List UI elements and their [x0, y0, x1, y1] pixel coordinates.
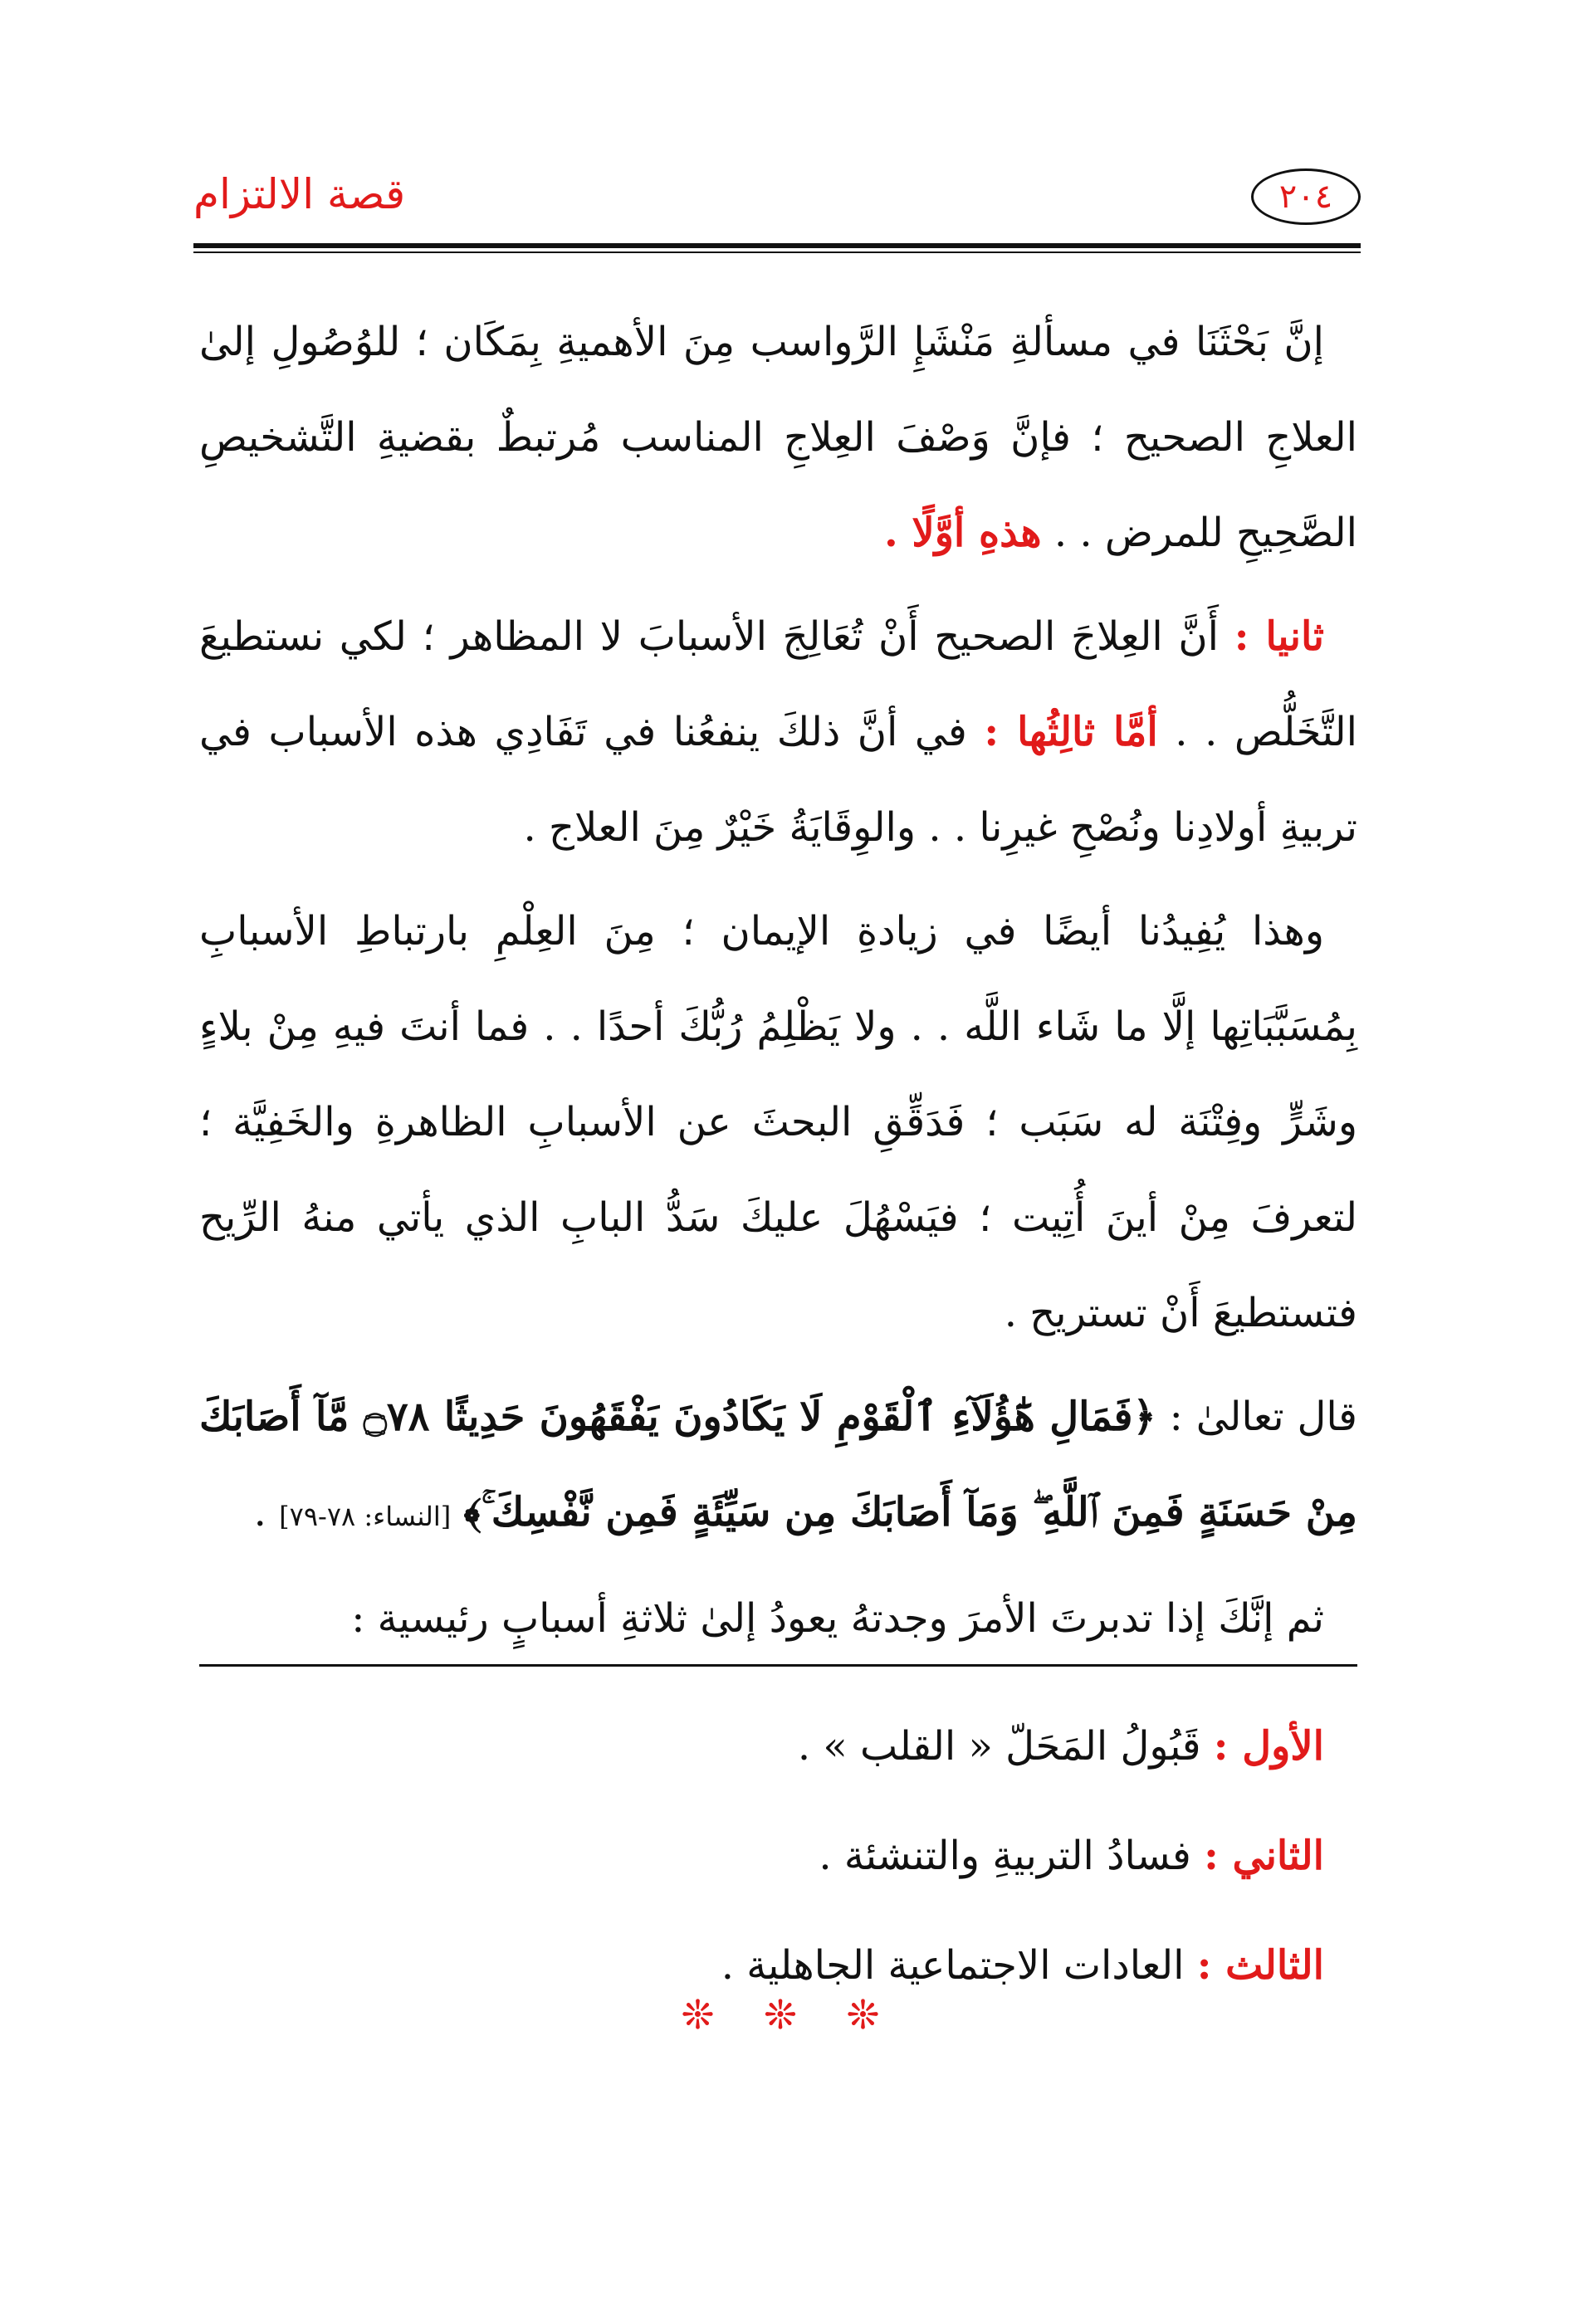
page-number-badge	[1251, 168, 1361, 225]
cause-label: الأول :	[1213, 1723, 1324, 1770]
section-separator-stars: ❊ ❊ ❊	[681, 1992, 898, 2038]
quote-intro: قال تعالىٰ :	[1156, 1394, 1357, 1440]
cause-item	[199, 1801, 1357, 1911]
quote-end: .	[253, 1489, 280, 1536]
causes-lead-sentence: ثم إنَّكَ إذا تدبرتَ الأمرَ وجدتهُ يعودُ إلىٰ ثلاثةِ أسبابٍ رئيسية :	[199, 1573, 1357, 1667]
cause-text: فسادُ التربيةِ والتنشئة .	[819, 1833, 1205, 1879]
page-header	[193, 145, 1361, 253]
quran-verse: ﴿فَمَالِ هَٰٓؤُلَآءِ ٱلْقَوْمِ لَا يَكَادُونَ يَفْقَهُونَ حَدِيثًا ۝٧٨ مَّآ أَصَابَكَ مِنْ حَسَنَةٍ فَمِنَ ٱللَّهِ ۖ وَمَآ أَصَابَكَ مِن سَيِّئَةٍ فَمِن نَّفْسِكَ ۚ﴾	[199, 1394, 1357, 1536]
header-rule-thin	[193, 251, 1361, 253]
header-rule-thick	[193, 243, 1361, 248]
paragraph-3: وهذا يُفِيدُنا أيضًا في زيادةِ الإيمان ؛ مِنَ العِلْمِ بارتباطِ الأسبابِ بِمُسَبَّبَاتِها إلَّا ما شَاء اللَّه . . ولا يَظْلِمُ رُبُّكَ أحدًا . . فما أنتَ فيهِ مِنْ بلاءٍ وشَرٍّ وفِتْنَة له سَبَب ؛ فَدَقِّقِ البحثَ عن الأسبابِ الظاهرةِ والخَفِيَّة ؛ لتعرفَ مِنْ أينَ أُتِيت ؛ فيَسْهُلَ عليكَ سَدُّ البابِ الذي يأتي منهُ الرِّيح فتستطيعَ أَنْ تستريح .	[199, 908, 1357, 1336]
cause-text: العادات الاجتماعية الجاهلية .	[721, 1942, 1197, 1989]
running-title: قصة الالتزام	[193, 170, 406, 218]
page-number: ٢٠٤	[1278, 178, 1333, 216]
page-body	[199, 295, 1357, 2020]
paragraph-1	[199, 295, 1357, 581]
label-second: ثانيا :	[1234, 613, 1324, 660]
verse-reference: [النساء: ٧٨-٧٩]	[279, 1501, 452, 1532]
paragraph-2	[199, 589, 1357, 876]
cause-item	[199, 1692, 1357, 1801]
cause-label: الثاني :	[1204, 1833, 1324, 1879]
paragraph-1-marker: هذهِ أوَّلًا .	[883, 510, 1042, 556]
paragraph-2-text-b: في أنَّ ذلكَ ينفعُنا في تَفَادِي هذه الأسباب في تربيةِ أولادِنا ونُصْحِ غيرِنا . . والوِقَايَةُ خَيْرٌ مِنَ العلاج .	[199, 709, 1357, 851]
paragraph-2-text-a: أَنَّ العِلاجَ الصحيح أَنْ تُعَالِجَ الأسبابَ لا المظاهر ؛ لكي نستطيعَ التَّخَلُّص . .	[199, 613, 1358, 755]
paragraph-1-text: إنَّ بَحْثَنَا في مسألةِ مَنْشَإِ الرَّواسب مِنَ الأهميةِ بِمَكَان ؛ للوُصُولِ إلىٰ العلاجِ الصحيح ؛ فإنَّ وَصْفَ العِلاجِ المناسب مُرتبطٌ بقضيةِ التَّشخيصِ الصَّحِيحِ للمرض . .	[199, 319, 1357, 556]
cause-text: قَبُولُ المَحَلّ « القلب » .	[797, 1723, 1214, 1770]
quran-quote	[199, 1370, 1357, 1565]
cause-label: الثالث :	[1196, 1942, 1324, 1989]
label-third: أمَّا ثالِثُها :	[984, 709, 1158, 755]
